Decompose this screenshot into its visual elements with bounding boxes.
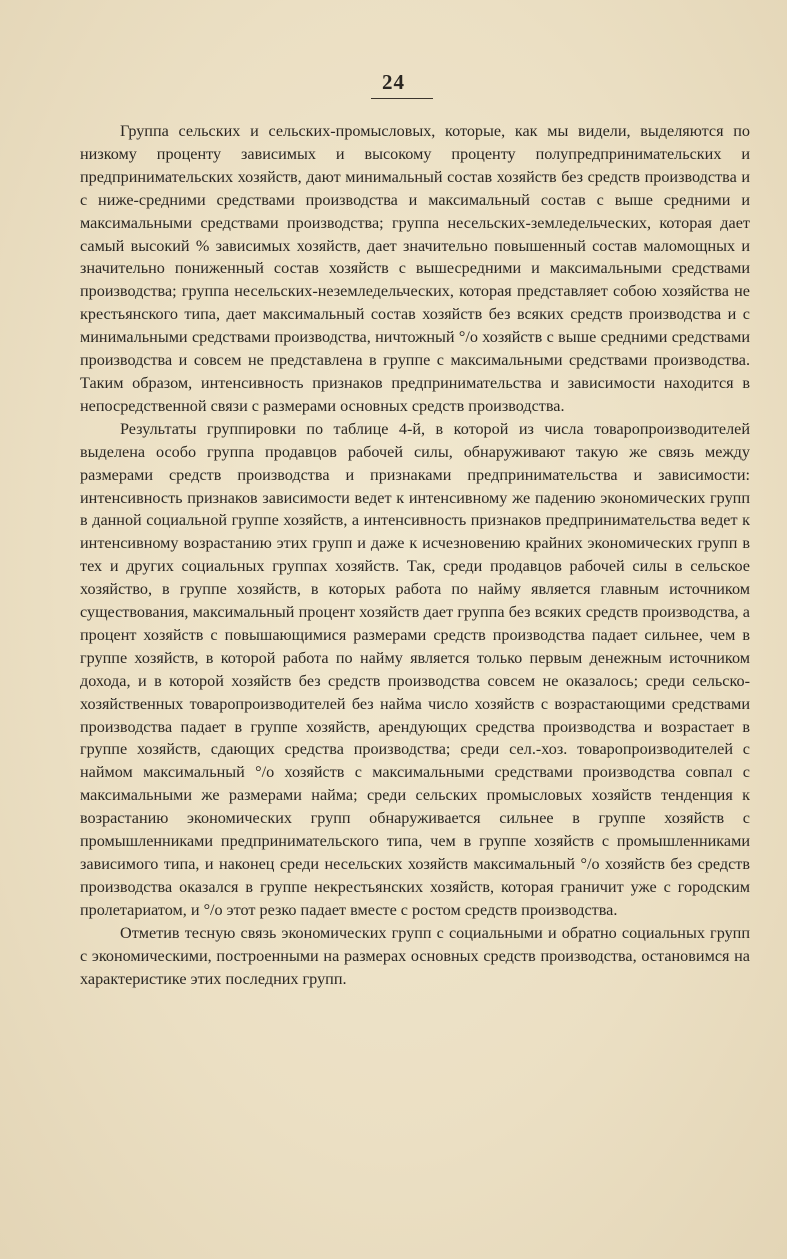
page-number-rule: [371, 98, 433, 99]
paragraph-1: Группа сельских и сельских-промысловых, которые, как мы видели, выделяются по низкому проценту зависимых и высокому проценту полупредпринимательских и предпринимательских хозяйств, дают минимальный состав хозяйств без средств производства и с ниже-средними средствами производства и максимальный состав с выше средними и максимальными средствами производства; группа несельских-земледельческих, которая дает самый высокий % зависимых хозяйств, дает значительно повышенный состав маломощных и значительно пониженный состав хозяйств с вышесредними и максимальными средствами производства; группа несельских-неземледельческих, которая представляет собою хозяйства не крестьянского типа, дает максимальный состав хозяйств без всяких средств производства и с минимальными средствами производства, ничтожный °/о хозяйств с выше средними средствами производства и совсем не представлена в группе с максимальными средствами производства. Таким образом, интенсивность признаков предпринимательства и зависимости находится в непосредственной связи с размерами основных средств производства.: [80, 122, 750, 415]
body-text: [80, 120, 750, 990]
page-number: 24: [382, 70, 405, 94]
paragraph-3: Отметив тесную связь экономических групп с социальными и обратно социальных групп с экономическими, построенными на размерах основных средств производства, остановимся на характеристике этих последних групп.: [80, 923, 750, 988]
paragraph-2: Результаты группировки по таблице 4-й, в которой из числа товаропроизводителей выделена особо группа продавцов рабочей силы, обнаруживают такую же связь между размерами средств производства и признаками предпринимательства и зависимости: интенсивность признаков зависимости ведет к интенсивному же падению экономических групп в данной социальной группе хозяйств, а интенсивность признаков предпринимательства ведет к интенсивному возрастанию этих групп и даже к исчезновению крайних экономических групп в тех и других социальных группах хозяйств. Так, среди продавцов рабочей силы в сельское хозяйство, в группе хозяйств, в которых работа по найму является главным источником существования, максимальный процент хозяйств дает группа без всяких средств производства, а процент хозяйств с повышающимися размерами средств производства падает сильнее, чем в группе хозяйств, в которой работа по найму является только первым денежным источником дохода, и в которой хозяйств без средств производства совсем не оказалось; среди сельско-хозяйственных товаропроизводителей без найма число хозяйств с возрастающими средствами производства падает в группе хозяйств, арендующих средства производства и возрастает в группе хозяйств, сдающих средства производства; среди сел.-хоз. товаропроизводителей с наймом максимальный °/о хозяйств с максимальными средствами производства совпал с максимальными же размерами найма; среди сельских промысловых хозяйств тенденция к возрастанию экономических групп обнаруживается сильнее в группе хозяйств с промышленниками предпринимательского типа, чем в группе хозяйств с промышленниками зависимого типа, и наконец среди несельских хозяйств максимальный °/о хозяйств без средств производства оказался в группе некрестьянских хозяйств, которая граничит уже с городским пролетариатом, и °/о этот резко падает вместе с ростом средств производства.: [80, 419, 750, 919]
